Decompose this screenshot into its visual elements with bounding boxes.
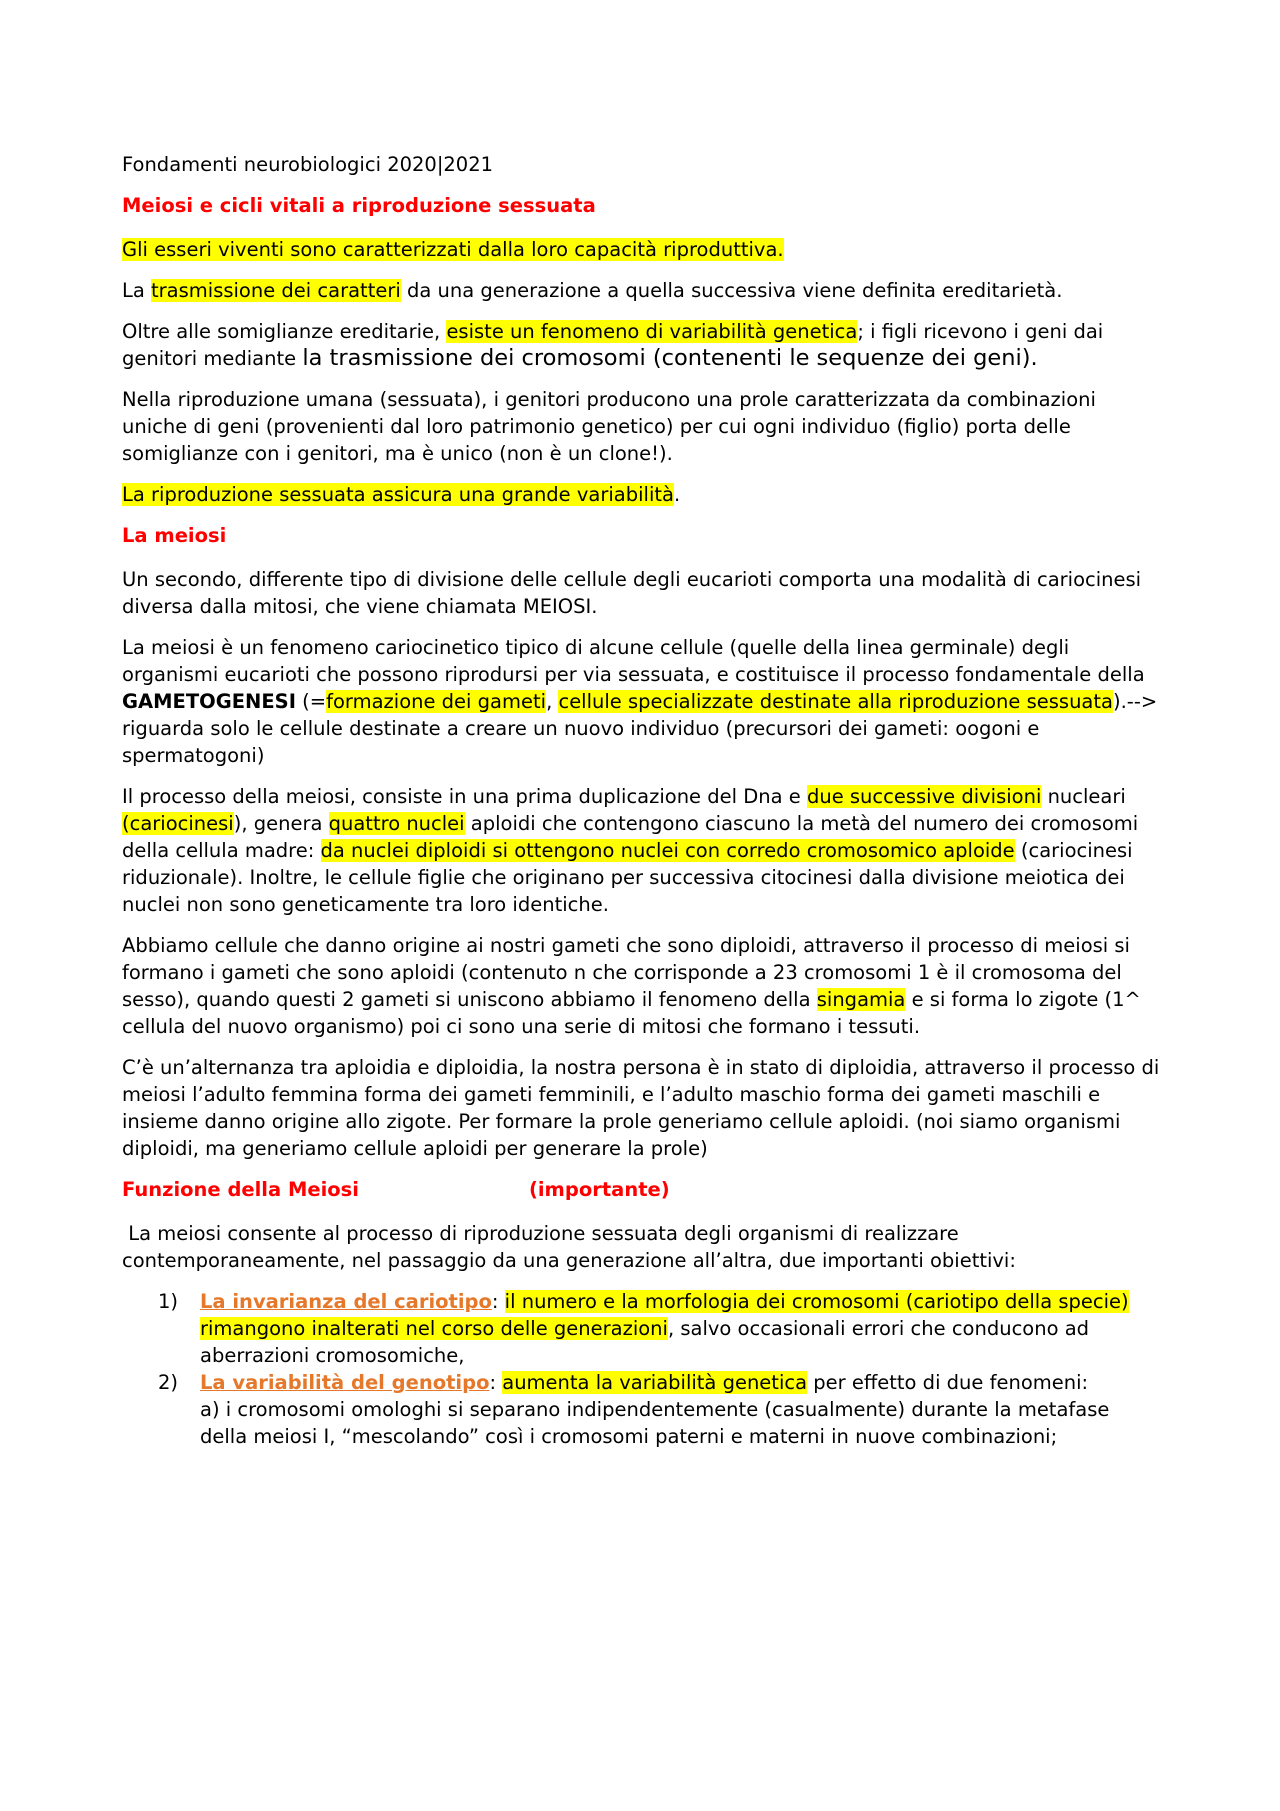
section-heading-meiosi-cicli: Meiosi e cicli vitali a riproduzione sessuata bbox=[122, 194, 596, 217]
term-link: La invarianza del cariotipo bbox=[200, 1290, 492, 1313]
highlight-text: il numero e la morfologia dei cromosomi (cariotipo della specie) rimangono inalterati nel corso delle generazioni bbox=[200, 1290, 1129, 1340]
text: (cariocinesi riduzionale). Inoltre, le cellule figlie che originano per successiva citocinesi dalla divisione meiotica dei nuclei non sono geneticamente tra loro identiche. bbox=[122, 839, 1133, 916]
course-header: Fondamenti neurobiologici 2020|2021 bbox=[122, 153, 494, 176]
text: Oltre alle somiglianze ereditarie, bbox=[122, 320, 447, 343]
highlight-text: trasmissione dei caratteri bbox=[151, 279, 401, 302]
text: da una generazione a quella successiva viene definita ereditarietà. bbox=[400, 279, 1063, 302]
paragraph-variabilita-genetica bbox=[122, 318, 1162, 372]
section-heading-la-meiosi: La meiosi bbox=[122, 524, 227, 547]
paragraph-gameti-singamia bbox=[122, 932, 1162, 1040]
paragraph-trasmissione-caratteri bbox=[122, 277, 1162, 304]
paragraph-obiettivi: La meiosi consente al processo di riproduzione sessuata degli organismi di realizzare contemporaneamente, nel passaggio da una generazione all’altra, due importanti obiettivi: bbox=[122, 1222, 1016, 1272]
paragraph-processo-meiosi bbox=[122, 783, 1162, 918]
highlight-text: singamia bbox=[816, 988, 906, 1011]
text: ).--> riguarda solo le cellule destinate a creare un nuovo individuo (precursori dei gameti: oogoni e spermatogoni) bbox=[122, 690, 1158, 767]
text: , bbox=[546, 690, 559, 713]
text: . bbox=[673, 483, 681, 506]
highlight-text: cellule specializzate destinate alla riproduzione sessuata bbox=[558, 690, 1113, 713]
highlight-text: due successive divisioni bbox=[806, 785, 1042, 808]
text: (= bbox=[295, 690, 327, 713]
list-number: 2) bbox=[158, 1371, 179, 1394]
highlight-text: formazione dei gameti bbox=[326, 690, 547, 713]
list-item bbox=[122, 1288, 1162, 1369]
objectives-list bbox=[122, 1288, 1162, 1450]
text: ), genera bbox=[233, 812, 329, 835]
large-text: la trasmissione dei cromosomi (contenenti le sequenze dei geni). bbox=[302, 345, 1038, 371]
heading-text: Funzione della Meiosi bbox=[122, 1178, 359, 1201]
paragraph-alternanza-aploidia: C’è un’alternanza tra aploidia e diploidia, la nostra persona è in stato di diploidia, attraverso il processo di meiosi l’adulto femmina forma dei gameti femminili, e l’adulto maschio forma dei gameti maschili e insieme danno origine allo zigote. Per formare la prole generiamo cellule aploidi. (noi siamo organismi diploidi, ma generiamo cellule aploidi per generare la prole) bbox=[122, 1056, 1160, 1160]
text: Il processo della meiosi, consiste in una prima duplicazione del Dna e bbox=[122, 785, 807, 808]
paragraph-grande-variabilita bbox=[122, 481, 1162, 508]
list-subitem: a) i cromosomi omologhi si separano indipendentemente (casualmente) durante la metafase della meiosi I, “mescolando” così i cromosomi paterni e materni in nuove combinazioni; bbox=[200, 1398, 1110, 1448]
list-item bbox=[122, 1369, 1162, 1450]
list-number: 1) bbox=[158, 1290, 179, 1313]
highlight-text: da nuclei diploidi si ottengono nuclei con corredo cromosomico aploide bbox=[320, 839, 1015, 862]
text: La bbox=[122, 279, 152, 302]
paragraph-gametogenesi bbox=[122, 634, 1162, 769]
paragraph-riproduzione-umana: Nella riproduzione umana (sessuata), i genitori producono una prole caratterizzata da combinazioni uniche di geni (provenienti dal loro patrimonio genetico) per cui ogni individuo (figlio) porta delle somiglianze con i genitori, ma è unico (non è un clone!). bbox=[122, 388, 1096, 465]
bold-term: GAMETOGENESI bbox=[122, 690, 296, 713]
paragraph-capacita-riproduttiva bbox=[122, 236, 1162, 263]
highlight-text: aumenta la variabilità genetica bbox=[502, 1371, 808, 1394]
highlight-text: La riproduzione sessuata assicura una grande variabilità bbox=[122, 483, 674, 506]
section-heading-funzione-meiosi bbox=[122, 1176, 1162, 1203]
text: Abbiamo cellule che danno origine ai nostri gameti che sono diploidi, attraverso il processo di meiosi si formano i gameti che sono aploidi (contenuto n che corrisponde a 23 cromosomi 1 è il cromosoma del sesso), quando questi 2 gameti si uniscono abbiamo il fenomeno della bbox=[122, 934, 1130, 1011]
text: e si forma lo zigote (1^ cellula del nuovo organismo) poi ci sono una serie di mitosi che formano i tessuti. bbox=[122, 988, 1141, 1038]
highlight-text: Gli esseri viventi sono caratterizzati dalla loro capacità riproduttiva. bbox=[122, 238, 784, 261]
term-link: La variabilità del genotipo bbox=[200, 1371, 490, 1394]
highlight-text: esiste un fenomeno di variabilità genetica bbox=[446, 320, 858, 343]
text: : bbox=[489, 1371, 503, 1394]
text: nucleari bbox=[1041, 785, 1126, 808]
paragraph-secondo-tipo-divisione: Un secondo, differente tipo di divisione delle cellule degli eucarioti comporta una modalità di cariocinesi diversa dalla mitosi, che viene chiamata MEIOSI. bbox=[122, 568, 1142, 618]
text: ; i figli ricevono i geni dai genitori mediante bbox=[122, 320, 1104, 370]
heading-note: (importante) bbox=[528, 1178, 670, 1201]
text: aploidi che contengono ciascuno la metà del numero dei cromosomi della cellula madre: bbox=[122, 812, 1139, 862]
text: , salvo occasionali errori che conducono ad aberrazioni cromosomiche, bbox=[200, 1317, 1090, 1367]
text: per effetto di due fenomeni: bbox=[807, 1371, 1089, 1394]
text: La meiosi è un fenomeno cariocinetico tipico di alcune cellule (quelle della linea germinale) degli organismi eucarioti che possono riprodursi per via sessuata, e costituisce il processo fondamentale della bbox=[122, 636, 1145, 686]
highlight-text: (cariocinesi bbox=[122, 812, 234, 835]
highlight-text: quattro nuclei bbox=[328, 812, 465, 835]
text: : bbox=[491, 1290, 505, 1313]
